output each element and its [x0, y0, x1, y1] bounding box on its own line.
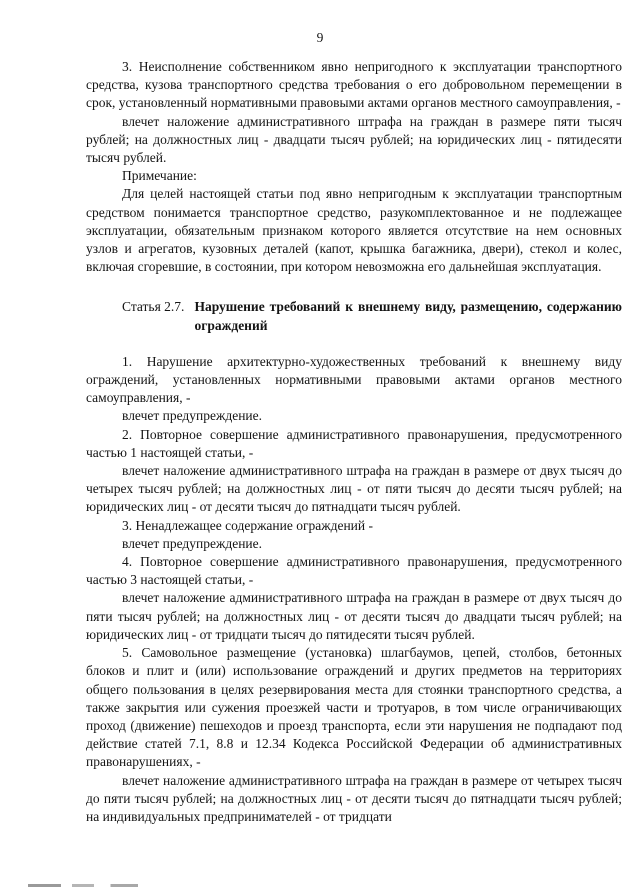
- note-text: Для целей настоящей статьи под явно непригодным к эксплуатации транспортным средством понимается транспортное средство, разукомплектованное и не подлежащее эксплуатации, обязательным признаком которого является отсутствие на нем основных узлов и агрегатов, кузовных деталей (капот, крышка багажника, двери), стекол и колес, включая сгоревшие, в состоянии, при котором невозможна его дальнейшая эксплуатация.: [86, 186, 622, 275]
- paragraph-penalty-part-2: влечет наложение административного штрафа на граждан в размере от двух тысяч до четырех тысяч рублей; на должностных лиц - от пяти тысяч до десяти тысяч рублей; на юридических лиц - от десяти тысяч до пятнадцати тысяч рублей.: [86, 463, 622, 515]
- paragraph-penalty-part-3: влечет наложение административного штрафа на граждан в размере пяти тысяч рублей; на должностных лиц - двадцати тысяч рублей; на юридических лиц - пятидесяти тысяч рублей.: [86, 113, 622, 166]
- paragraph-art-part-3: 3. Ненадлежащее содержание ограждений -: [122, 517, 373, 533]
- paragraph-art-part-1: 1. Нарушение архитектурно-художественных требований к внешнему виду ограждений, установленных нормативными правовыми актами органов местного самоуправления, -: [86, 353, 622, 406]
- paragraph-penalty-part-5: влечет наложение административного штрафа на граждан в размере от четырех тысяч до пяти тысяч рублей; на должностных лиц - от десяти тысяч до пятнадцати тысяч рублей; на индивидуальных предпринимателей - от тридцати: [86, 772, 622, 824]
- note-heading: Примечание:: [122, 168, 197, 184]
- article-title: Нарушение требований к внешнему виду, размещению, содержанию ограждений: [194, 299, 622, 333]
- document-body: [86, 58, 622, 826]
- page-number: 9: [316, 30, 324, 45]
- paragraph-art-part-4: 4. Повторное совершение административного правонарушения, предусмотренного частью 3 настоящей статьи, -: [86, 554, 622, 588]
- paragraph-penalty-part-3b: влечет предупреждение.: [122, 535, 263, 551]
- paragraph-penalty-part-1: влечет предупреждение.: [122, 408, 263, 424]
- paragraph-penalty-part-4: влечет наложение административного штрафа на граждан в размере от двух тысяч до пяти тысяч рублей; на должностных лиц - от десяти тысяч до двадцати тысяч рублей; на юридических лиц - от тридцати тысяч до пятидесяти тысяч рублей.: [86, 590, 622, 642]
- article-label: Статья 2.7.: [122, 299, 185, 315]
- article-heading: [86, 298, 622, 334]
- scan-footer-mark: [28, 884, 138, 887]
- paragraph-art-part-2: 2. Повторное совершение административного правонарушения, предусмотренного частью 1 настоящей статьи, -: [86, 426, 622, 460]
- paragraph-art-part-5: 5. Самовольное размещение (установка) шлагбаумов, цепей, столбов, бетонных блоков и плит и (или) использование ограждений и других предметов на территориях общего пользования в целях резервирования места для стоянки транспортного средства, а также закрытия или сужения проезжей части и тротуаров, в том числе ограничивающих проход (движение) пешеходов и проезд транспорта, если эти нарушения не подпадают под действие статей 7.1, 8.8 и 12.34 Кодекса Российской Федерации об административных правонарушениях, -: [86, 645, 622, 770]
- paragraph-part-3: 3. Неисполнение собственником явно непригодного к эксплуатации транспортного средства, кузова транспортного средства требования о его добровольном перемещении в срок, установленный нормативными правовыми актами органов местного самоуправления, -: [86, 59, 622, 111]
